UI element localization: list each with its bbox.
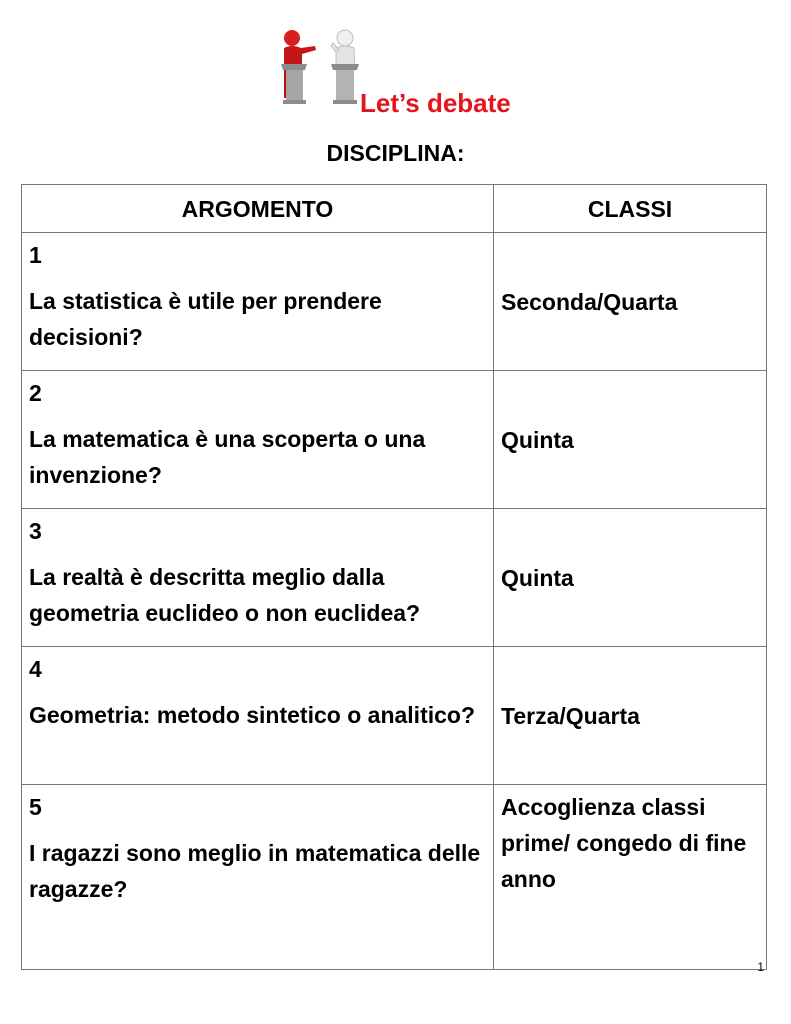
discipline-label: DISCIPLINA: [326, 140, 465, 166]
topic-number: 4 [29, 656, 42, 682]
classes-cell: Accoglienza classi prime/ congedo di fine anno [494, 785, 767, 970]
document-title: Let’s debate [360, 88, 511, 118]
topic-number: 3 [29, 518, 42, 544]
topic-cell [22, 785, 494, 970]
table-header-row [22, 185, 767, 233]
classes-cell: Seconda/Quarta [494, 233, 767, 371]
table-row [22, 785, 767, 970]
topic-number: 1 [29, 242, 42, 268]
topic-cell [22, 647, 494, 785]
classes-cell: Quinta [494, 371, 767, 509]
topic-text: La matematica è una scoperta o una invenzione? [29, 426, 426, 488]
table-row [22, 233, 767, 371]
column-header-classi: CLASSI [494, 185, 767, 233]
topic-number: 5 [29, 794, 42, 820]
table-row [22, 509, 767, 647]
grey-podium [331, 64, 359, 104]
topic-cell [22, 371, 494, 509]
topic-text: Geometria: metodo sintetico o analitico? [29, 702, 476, 728]
topic-text: La realtà è descritta meglio dalla geometria euclideo o non euclidea? [29, 564, 421, 626]
topic-text: La statistica è utile per prendere decisioni? [29, 288, 382, 350]
column-header-argomento: ARGOMENTO [22, 185, 494, 233]
classes-cell: Quinta [494, 509, 767, 647]
topic-cell [22, 509, 494, 647]
debate-podium-figures-icon [275, 26, 365, 106]
classes-cell: Terza/Quarta [494, 647, 767, 785]
debate-topics-table [21, 184, 767, 970]
topic-cell [22, 233, 494, 371]
topic-text: I ragazzi sono meglio in matematica delle ragazze? [29, 840, 481, 902]
table-row [22, 371, 767, 509]
table-row [22, 647, 767, 785]
page-number: 1 [757, 960, 764, 974]
topic-number: 2 [29, 380, 42, 406]
